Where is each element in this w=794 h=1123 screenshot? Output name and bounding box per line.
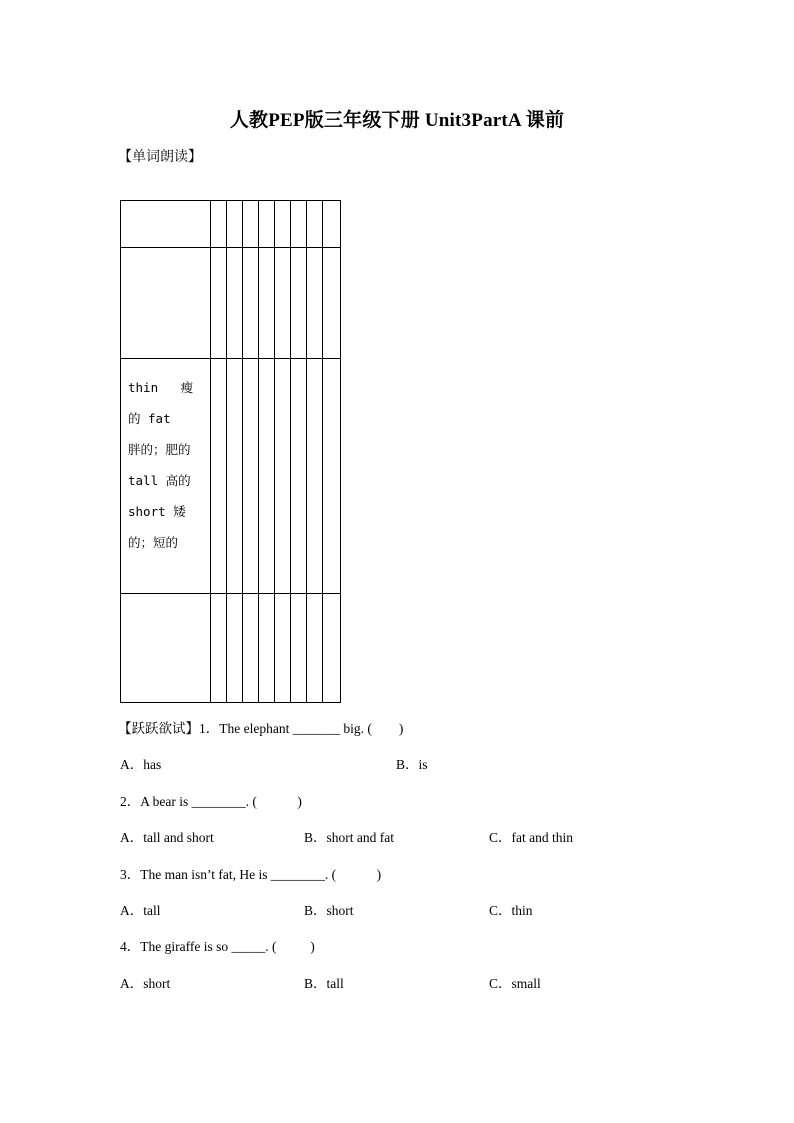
option-c: C．small <box>489 976 541 991</box>
option-c: C．fat and thin <box>489 830 573 845</box>
vocabulary-cell <box>128 372 204 558</box>
option-a: A．tall <box>120 903 161 918</box>
question-4: 4．The giraffe is so _____. ( ) <box>120 939 315 954</box>
page-title: 人教PEP版三年级下册 Unit3PartA 课前 <box>229 110 565 131</box>
table-line <box>340 200 341 703</box>
table-line <box>120 200 341 201</box>
section-label-word-reading: 【单词朗读】 <box>118 150 202 165</box>
question-2: 2．A bear is ________. ( ) <box>120 794 302 809</box>
table-line <box>226 200 227 703</box>
question-stem: 1．The elephant _______ big. ( ) <box>199 721 404 736</box>
table-line <box>210 200 211 703</box>
option-b: B．short and fat <box>304 830 394 845</box>
exercise-label: 【跃跃欲试】 <box>118 721 199 736</box>
vocab-line: 的 fat <box>128 411 171 426</box>
vocab-line: tall 高的 <box>128 473 191 488</box>
table-line <box>322 200 323 703</box>
option-b: B．tall <box>304 976 344 991</box>
table-line <box>120 247 341 248</box>
table-line <box>258 200 259 703</box>
option-b: B．is <box>396 757 428 772</box>
table-line <box>290 200 291 703</box>
option-a: A．has <box>120 757 162 772</box>
table-line <box>120 200 121 703</box>
vocab-line: 的；短的 <box>128 535 179 550</box>
question-3: 3．The man isn’t fat, He is ________. ( ) <box>120 867 382 882</box>
vocab-line: short 矮 <box>128 504 186 519</box>
option-a: A．short <box>120 976 171 991</box>
table-line <box>306 200 307 703</box>
table-line <box>242 200 243 703</box>
table-line <box>120 593 341 594</box>
option-a: A．tall and short <box>120 830 214 845</box>
vocab-line: 胖的；肥的 <box>128 442 191 457</box>
option-c: C．thin <box>489 903 533 918</box>
table-line <box>120 702 341 703</box>
vocab-line: thin 瘦 <box>128 380 194 395</box>
table-line <box>120 358 341 359</box>
question-1 <box>118 717 403 737</box>
table-line <box>274 200 275 703</box>
option-b: B．short <box>304 903 354 918</box>
